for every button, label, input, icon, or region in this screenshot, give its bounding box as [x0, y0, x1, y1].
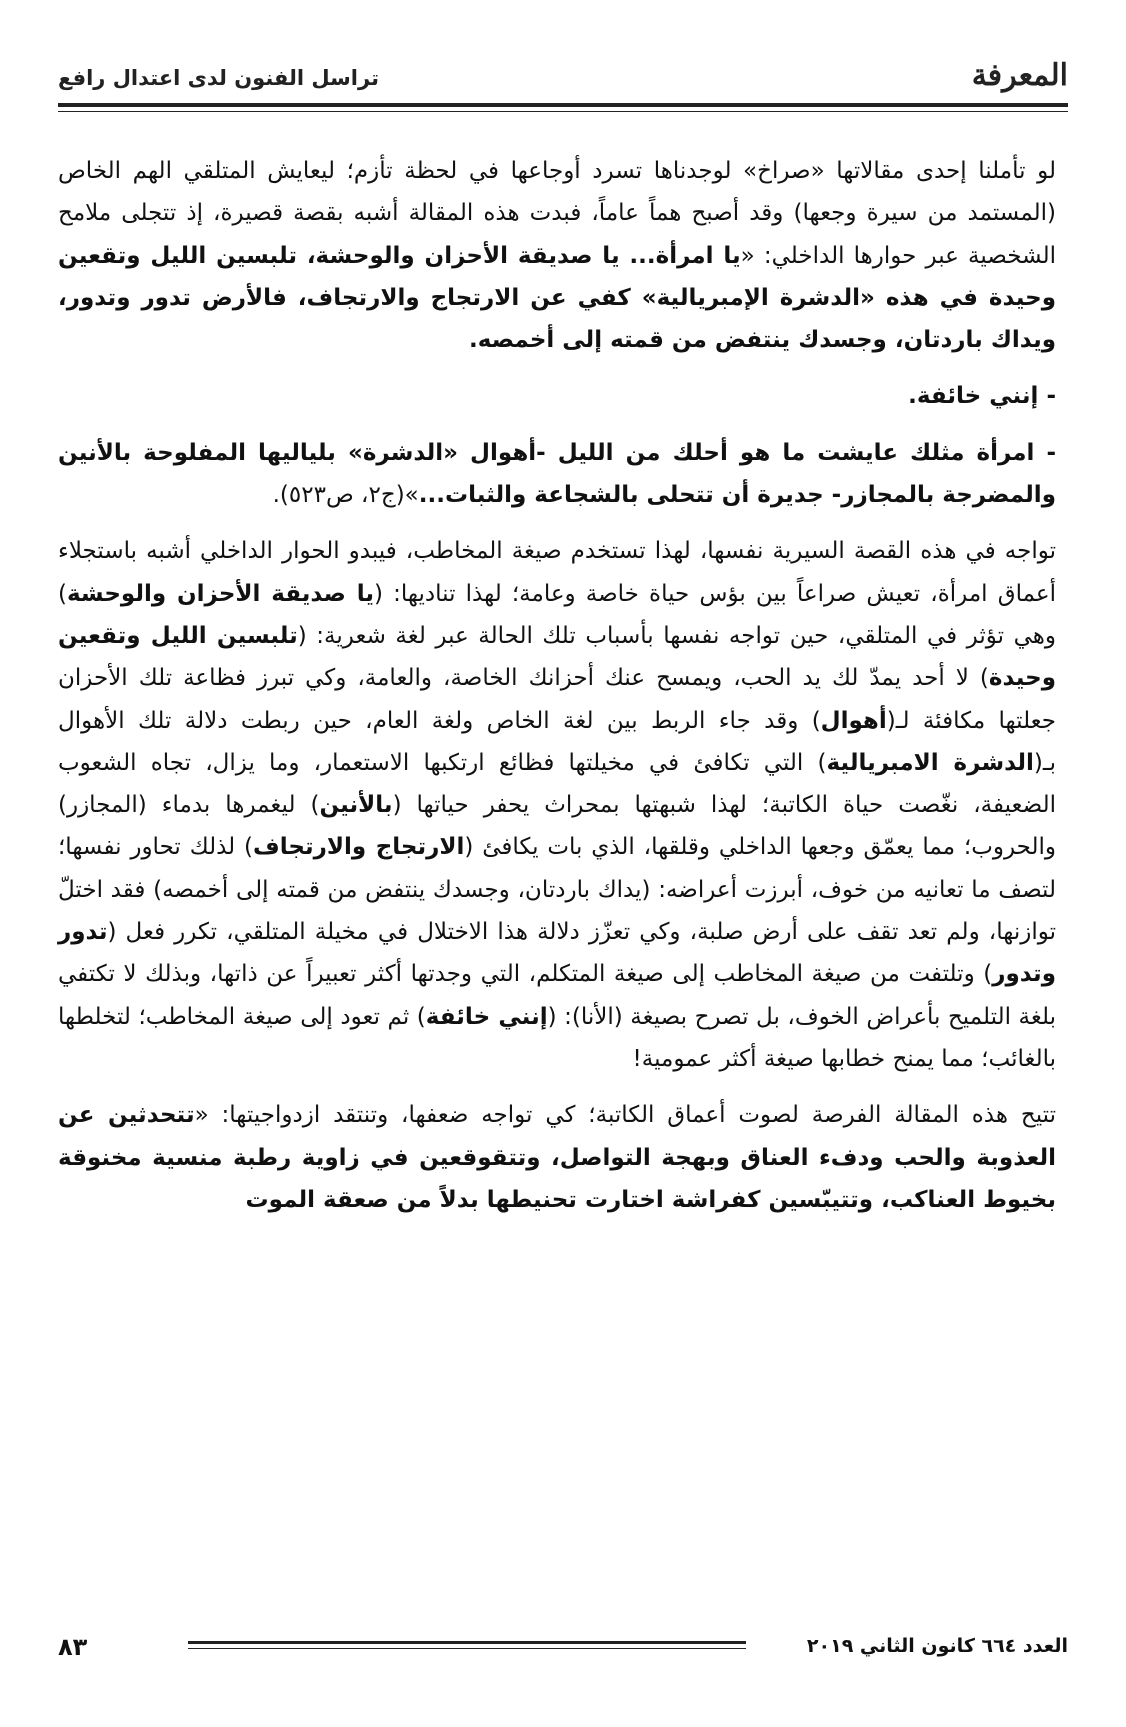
text-run: ) ثم تعود إلى صيغة المخاطب؛ لتخلطها بالغائب؛ مما يمنح خطابها صيغة أكثر عمومية! — [58, 1003, 1056, 1072]
bold-quote: - إنني خائفة. — [908, 383, 1056, 410]
paragraph — [58, 150, 1056, 361]
paragraph — [58, 375, 1056, 417]
text-run: تواجه في هذه القصة السيرية نفسها، لهذا تستخدم صيغة المخاطب، فيبدو الحوار الداخلي أشبه باستجلاء أعماق امرأة، تعيش صراعاً بين بؤس حياة خاصة وعامة؛ لهذا تناديها: ( — [58, 538, 1056, 607]
bold-quote: - امرأة مثلك عايشت ما هو أحلك من الليل -أهوال «الدشرة» بلياليها المفلوحة بالأنين والمضرجة بالمجازر- جديرة أن تتحلى بالشجاعة والثبات... — [58, 439, 1056, 509]
paragraph — [58, 1094, 1056, 1221]
footer-rule — [188, 1641, 746, 1649]
bold-term: أهوال — [820, 707, 887, 734]
header-rule-thin — [58, 111, 1068, 112]
text-run: ) لذلك تحاور نفسها؛ لتصف ما تعانيه من خوف، أبرزت أعراضه: (يداك باردتان، وجسدك ينتفض من قمته إلى أخمصه) فقد اختلّ توازنها، ولم تعد تقف على أرض صلبة، وكي تعزّز دلالة هذا الاختلال في مخيلة المتلقي، تكرر فعل ( — [58, 834, 1056, 946]
bold-quote: تتحدثين عن العذوبة والحب ودفء العناق وبهجة التواصل، وتتقوقعين في زاوية رطبة منسية مخنوقة بخيوط العناكب، وتتيبّسين كفراشة اختارت تحنيطها بدلاً من صعقة الموت — [58, 1102, 1056, 1213]
bold-term: إنني خائفة — [425, 1003, 548, 1030]
paragraph — [58, 432, 1056, 517]
bold-term: تلبسين الليل وتقعين وحيدة — [58, 622, 1056, 692]
page-header — [58, 52, 1068, 104]
text-run: ) وقد جاء الربط بين لغة الخاص ولغة العام، حين ربطت دلالة تلك الأهوال بـ( — [58, 707, 1056, 776]
text-run: ) ليغمرها بدماء (المجازر) والحروب؛ مما يعمّق وجعها الداخلي وقلقها، الذي بات يكافئ ( — [58, 792, 1056, 861]
text-run: ) التي تكافئ في مخيلتها فظائع ارتكبها الاستعمار، وما يزال، تجاه الشعوب الضعيفة، نغّصت حياة الكاتبة؛ لهذا شبهتها بمحراث يحفر حياتها ( — [58, 749, 1056, 819]
text-run: لو تأملنا إحدى مقالاتها «صراخ» لوجدناها تسرد أوجاعها في لحظة تأزم؛ ليعايش المتلقي الهم الخاص (المستمد من سيرة وجعها) وقد أصبح هماً عاماً، فبدت هذه المقالة أشبه بقصة قصيرة، إذ تتجلى ملامح الشخصية عبر حوارها الداخلي: « — [58, 158, 1056, 269]
article-body — [58, 150, 1056, 1221]
header-rule-thick — [58, 103, 1068, 107]
page-footer — [58, 1635, 1068, 1665]
bold-term: تدور وتدور — [58, 919, 1056, 988]
text-run: ) وتلتفت من صيغة المخاطب إلى صيغة المتكلم، التي وجدتها أكثر تعبيراً عن ذاتها، وبذلك لا تكتفي بلغة التلميح بأعراض الخوف، بل تصرح بصيغة (الأنا): ( — [58, 961, 1056, 1030]
text-run: ) وهي تؤثر في المتلقي، حين تواجه نفسها بأسباب تلك الحالة عبر لغة شعرية: ( — [58, 580, 1056, 649]
bold-term: بالأنين — [319, 792, 393, 819]
bold-quote: يا امرأة... يا صديقة الأحزان والوحشة، تلبسين الليل وتقعين وحيدة في هذه «الدشرة الإمبريالية» كفي عن الارتجاج والارتجاف، فالأرض تدور وتدور، ويداك باردتان، وجسدك ينتفض من قمته إلى أخمصه. — [58, 242, 1056, 354]
citation: »(ج٢، ص٥٢٣). — [272, 482, 419, 509]
paragraph — [58, 530, 1056, 1080]
bold-term: الارتجاج والارتجاف — [253, 834, 465, 861]
bold-term: الدشرة الامبريالية — [826, 749, 1034, 776]
bold-term: يا صديقة الأحزان والوحشة — [66, 580, 375, 607]
running-title: تراسل الفنون لدى اعتدال رافع — [58, 66, 379, 90]
issue-info: العدد ٦٦٤ كانون الثاني ٢٠١٩ — [806, 1635, 1068, 1657]
text-run: ) لا أحد يمدّ لك يد الحب، ويمسح عنك أحزانك الخاصة، والعامة، وكي تبرز فظاعة تلك الأحزان جعلتها مكافئة لـ( — [58, 665, 1056, 734]
page-number: ٨٣ — [58, 1633, 88, 1661]
text-run: تتيح هذه المقالة الفرصة لصوت أعماق الكاتبة؛ كي تواجه ضعفها، وتنتقد ازدواجيتها: « — [194, 1102, 1056, 1129]
magazine-logo: المعرفة — [971, 58, 1068, 93]
